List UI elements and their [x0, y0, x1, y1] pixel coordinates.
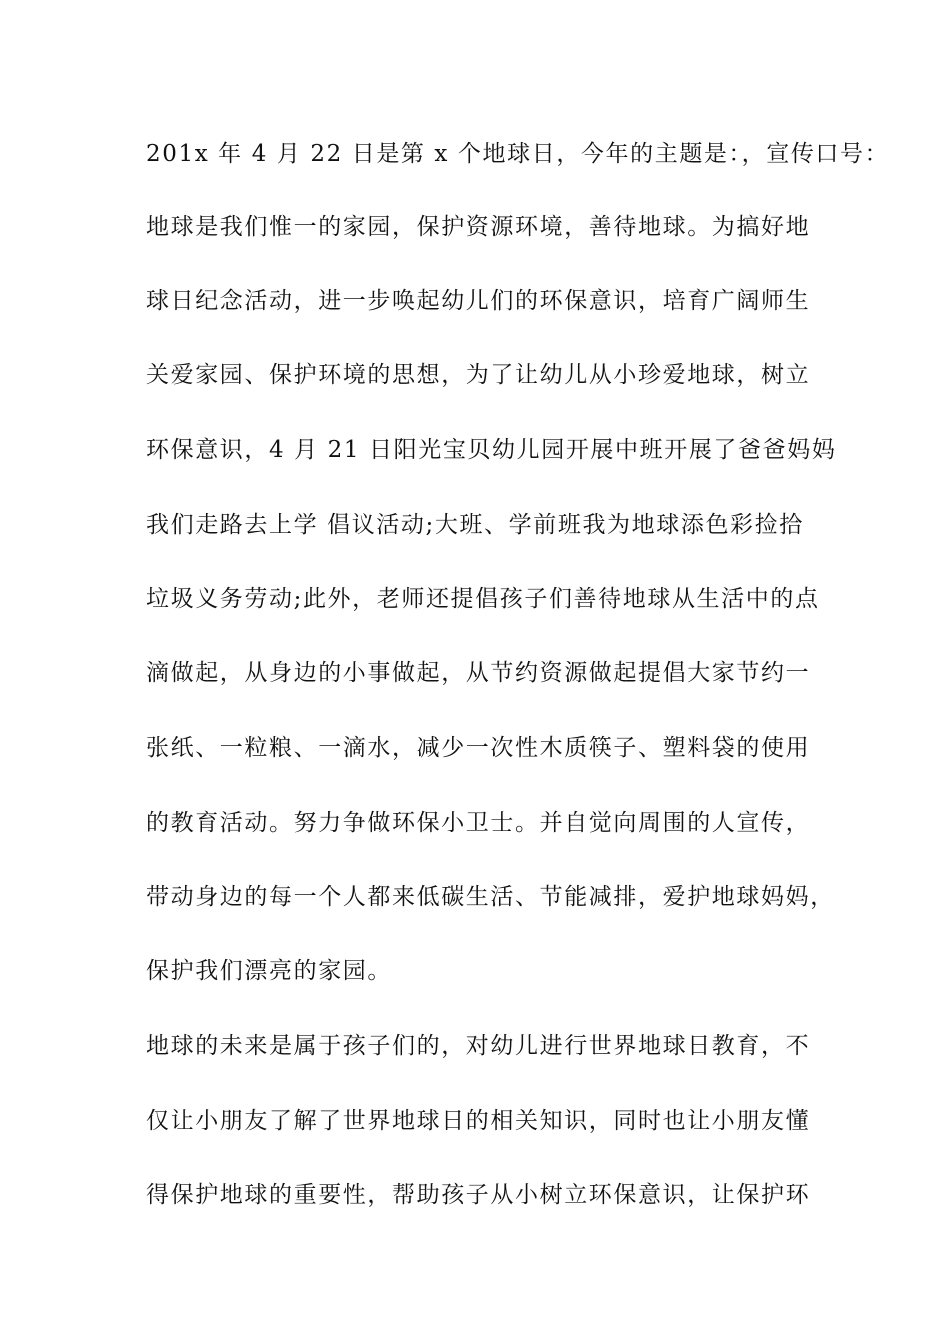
paragraph-1-line-1: 201x 年 4 月 22 日是第 x 个地球日，今年的主题是：，宣传口号： [146, 141, 890, 167]
paragraph-1-line-7: 垃圾义务劳动;此外，老师还提倡孩子们善待地球从生活中的点 [146, 586, 820, 612]
paragraph-1-line-10: 的教育活动。努力争做环保小卫士。并自觉向周围的人宣传， [146, 810, 811, 836]
paragraph-2-line-1: 地球的未来是属于孩子们的，对幼儿进行世界地球日教育，不 [146, 1033, 811, 1059]
paragraph-1-line-5: 环保意识，4 月 21 日阳光宝贝幼儿园开展中班开展了爸爸妈妈 [146, 437, 837, 463]
paragraph-2-line-3: 得保护地球的重要性，帮助孩子从小树立环保意识，让保护环 [146, 1182, 811, 1208]
paragraph-1-line-9: 张纸、一粒粮、一滴水，减少一次性木质筷子、塑料袋的使用 [146, 735, 811, 761]
paragraph-1-line-2: 地球是我们惟一的家园，保护资源环境，善待地球。为搞好地 [146, 214, 811, 240]
paragraph-1-line-3: 球日纪念活动，进一步唤起幼儿们的环保意识，培育广阔师生 [146, 288, 811, 314]
paragraph-2-line-2: 仅让小朋友了解了世界地球日的相关知识，同时也让小朋友懂 [146, 1108, 811, 1134]
paragraph-1-line-4: 关爱家园、保护环境的思想，为了让幼儿从小珍爱地球，树立 [146, 362, 811, 388]
paragraph-1-line-12: 保护我们漂亮的家园。 [146, 958, 392, 984]
paragraph-1-line-8: 滴做起，从身边的小事做起，从节约资源做起提倡大家节约一 [146, 660, 811, 686]
paragraph-1-line-11: 带动身边的每一个人都来低碳生活、节能减排，爱护地球妈妈， [146, 884, 835, 910]
paragraph-1-line-6: 我们走路去上学 倡议活动;大班、学前班我为地球添色彩捡拾 [146, 512, 804, 538]
